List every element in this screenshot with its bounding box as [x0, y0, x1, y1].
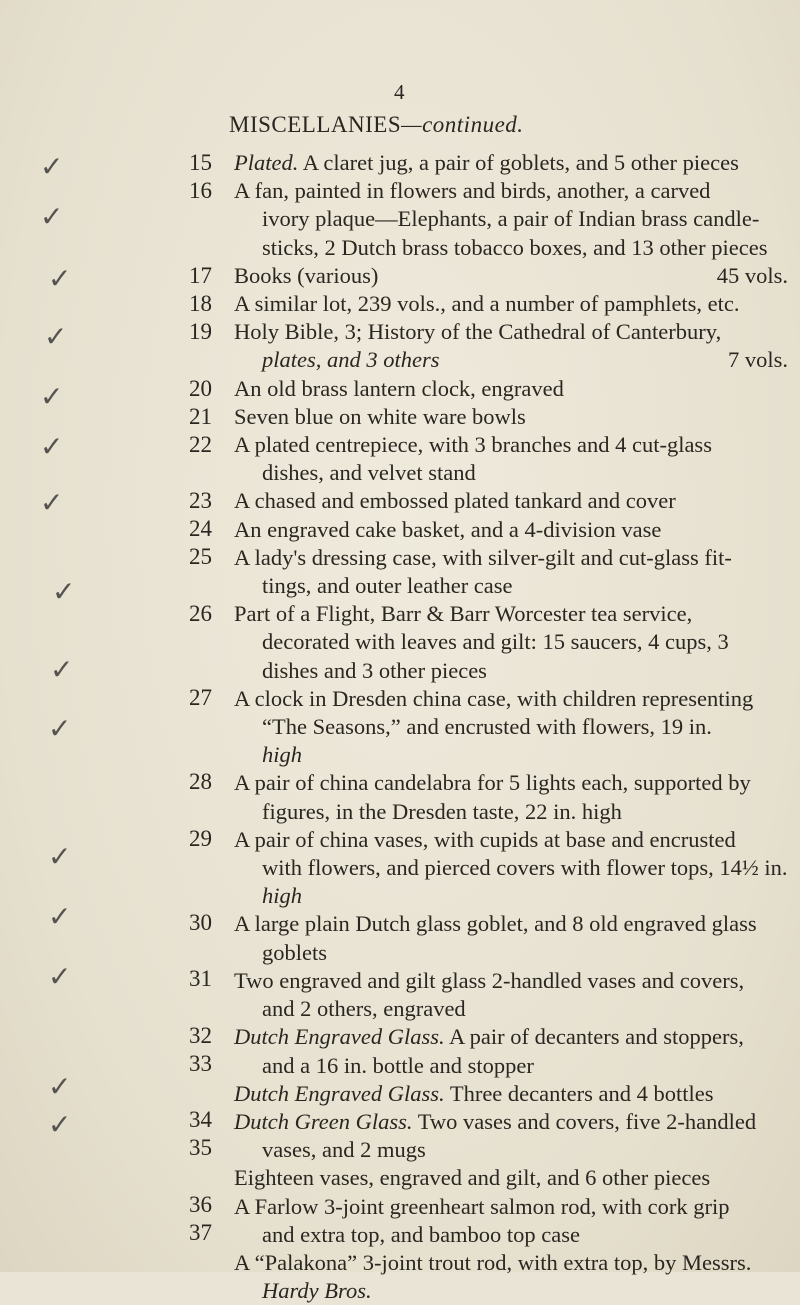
lot-line — [234, 1080, 794, 1108]
lot-number: 19 — [189, 319, 212, 344]
lot-line: A Farlow 3-joint greenheart salmon rod, with cork grip — [234, 1193, 730, 1219]
lot-number: 20 — [189, 376, 212, 401]
lot-line: A similar lot, 239 vols., and a number of pamphlets, etc. — [234, 291, 740, 317]
lot-line — [234, 1277, 794, 1305]
check-mark-icon: ✓ — [40, 150, 64, 183]
section-title — [229, 112, 524, 138]
lot-line — [234, 262, 794, 290]
lot-heading: Dutch Engraved Glass. — [234, 1024, 445, 1050]
lot-line: tings, and outer leather case — [262, 573, 513, 599]
lot-line — [234, 149, 794, 177]
section-title-continued: —continued. — [401, 112, 524, 137]
lot-line: sticks, 2 Dutch brass tobacco boxes, and 13 other pieces — [262, 234, 768, 260]
lot-line: An old brass lantern clock, engraved — [234, 375, 564, 401]
lot-line: with flowers, and pierced covers with flower tops, 14½ in. — [262, 855, 788, 881]
lot-number: 24 — [189, 516, 212, 541]
check-mark-icon: ✓ — [48, 900, 72, 933]
lot-line: A clock in Dresden china case, with children representing — [234, 685, 754, 711]
lot-line: “The Seasons,” and encrusted with flowers, 19 in. — [262, 714, 712, 740]
lot-number: 26 — [189, 601, 212, 626]
lot-heading: Dutch Engraved Glass. — [234, 1080, 445, 1106]
lot-line — [234, 1023, 794, 1051]
lot-number: 32 — [189, 1023, 212, 1048]
lot-line: A chased and embossed plated tankard and cover — [234, 488, 676, 514]
lot-line — [234, 741, 794, 769]
volume-count: 7 vols. — [727, 347, 788, 373]
lot-number: 29 — [189, 826, 212, 851]
lot-text: Two vases and covers, five 2-handled — [412, 1108, 757, 1134]
check-mark-icon: ✓ — [48, 1070, 72, 1103]
lot-number: 25 — [189, 544, 212, 569]
lot-number: 31 — [189, 966, 212, 991]
check-mark-icon: ✓ — [50, 653, 74, 686]
lot-number: 18 — [189, 291, 212, 316]
check-mark-icon: ✓ — [40, 200, 64, 233]
lot-line: and 2 others, engraved — [262, 996, 466, 1022]
lot-line: vases, and 2 mugs — [262, 1137, 426, 1163]
lot-number: 34 — [189, 1107, 212, 1132]
volume-count: 45 vols. — [716, 262, 788, 288]
lot-line: dishes, and velvet stand — [262, 460, 476, 486]
lot-text: A claret jug, a pair of goblets, and 5 other pieces — [298, 150, 739, 175]
lot-line: ivory plaque—Elephants, a pair of Indian brass candle- — [262, 206, 760, 232]
lot-number: 23 — [189, 488, 212, 513]
lot-number: 36 — [189, 1192, 212, 1217]
section-title-main: MISCELLANIES — [229, 112, 402, 137]
lot-line — [234, 346, 794, 374]
lot-line: Part of a Flight, Barr & Barr Worcester tea service, — [234, 601, 693, 627]
check-mark-icon: ✓ — [48, 960, 72, 993]
lot-number: 33 — [189, 1051, 212, 1076]
lot-line: and extra top, and bamboo top case — [262, 1221, 581, 1247]
lot-line: Seven blue on white ware bowls — [234, 403, 526, 429]
lot-line: dishes and 3 other pieces — [262, 657, 487, 683]
lot-line: decorated with leaves and gilt: 15 saucers, 4 cups, 3 — [262, 629, 729, 655]
lot-text: Books (various) — [234, 262, 379, 288]
lot-text: high — [262, 742, 303, 768]
lot-line: A lady's dressing case, with silver-gilt and cut-glass fit- — [234, 544, 732, 570]
lot-line: goblets — [262, 939, 327, 965]
lot-number: 15 — [189, 150, 212, 175]
lot-text: Hardy Bros. — [262, 1278, 372, 1304]
lot-number: 30 — [189, 910, 212, 935]
lot-text: A pair of decanters and stoppers, — [444, 1024, 744, 1050]
check-mark-icon: ✓ — [44, 320, 68, 353]
lot-line: Two engraved and gilt glass 2-handled vases and covers, — [234, 967, 745, 993]
lot-line: A pair of china candelabra for 5 lights each, supported by — [234, 770, 751, 796]
check-mark-icon: ✓ — [48, 840, 72, 873]
lot-line: Holy Bible, 3; History of the Cathedral of Canterbury, — [234, 319, 722, 345]
lot-line: A large plain Dutch glass goblet, and 8 old engraved glass — [234, 911, 757, 937]
lot-number: 27 — [189, 685, 212, 710]
lot-number: 22 — [189, 432, 212, 457]
lot-number: 28 — [189, 769, 212, 794]
check-mark-icon: ✓ — [40, 486, 64, 519]
lot-line: An engraved cake basket, and a 4-division vase — [234, 516, 662, 542]
lot-line: A fan, painted in flowers and birds, another, a carved — [234, 178, 711, 204]
lot-number: 17 — [189, 263, 212, 288]
lot-text: Three decanters and 4 bottles — [444, 1080, 714, 1106]
lot-number: 37 — [189, 1220, 212, 1245]
lot-line: A pair of china vases, with cupids at base and encrusted — [234, 826, 736, 852]
lot-descriptions — [234, 149, 794, 1305]
lot-number: 21 — [189, 404, 212, 429]
lot-line: A plated centrepiece, with 3 branches and 4 cut-glass — [234, 432, 712, 458]
check-mark-icon: ✓ — [52, 575, 76, 608]
lot-line: and a 16 in. bottle and stopper — [262, 1052, 534, 1078]
lot-heading: Dutch Green Glass. — [234, 1108, 413, 1134]
check-mark-icon: ✓ — [40, 430, 64, 463]
lot-line — [234, 1108, 794, 1136]
check-mark-icon: ✓ — [48, 712, 72, 745]
lot-text: plates, and 3 others — [262, 347, 440, 373]
lot-line: A “Palakona” 3-joint trout rod, with extra top, by Messrs. — [234, 1249, 752, 1275]
lot-line: figures, in the Dresden taste, 22 in. high — [262, 798, 622, 824]
check-mark-icon: ✓ — [48, 1108, 72, 1141]
lot-line — [234, 882, 794, 910]
lot-line: Eighteen vases, engraved and gilt, and 6 other pieces — [234, 1165, 711, 1191]
lot-number: 16 — [189, 178, 212, 203]
lot-number: 35 — [189, 1135, 212, 1160]
lot-heading: Plated. — [234, 150, 299, 175]
check-mark-icon: ✓ — [40, 380, 64, 413]
lot-text: high — [262, 883, 303, 909]
check-mark-icon: ✓ — [48, 262, 72, 295]
page-number: 4 — [394, 80, 405, 104]
